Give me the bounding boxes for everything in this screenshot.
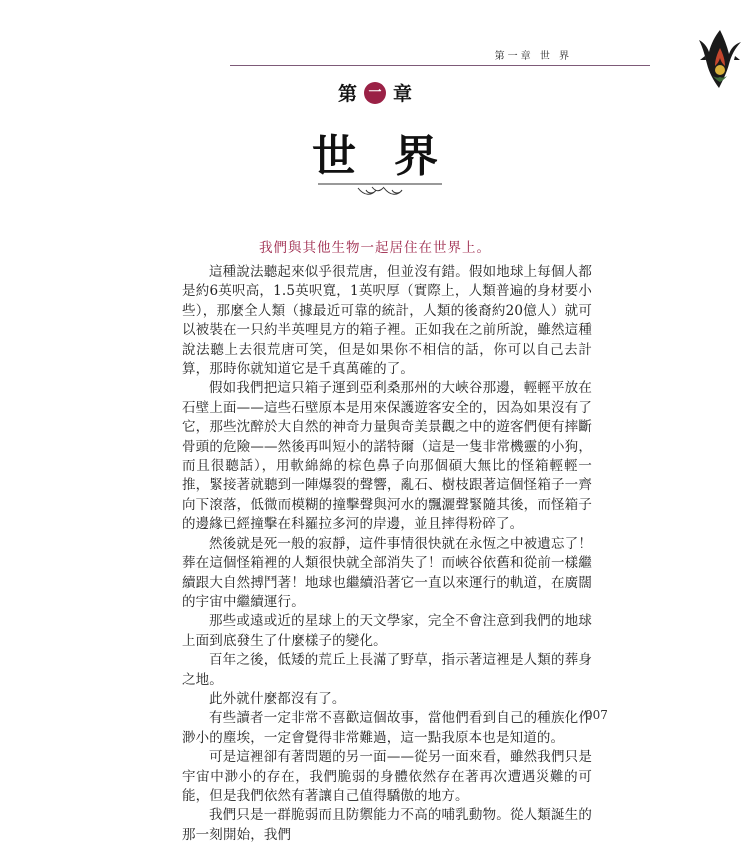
chapter-epigraph: 我們與其他生物一起居住在世界上。: [259, 240, 491, 256]
paragraph: 我們只是一群脆弱而且防禦能力不高的哺乳動物。從人類誕生的那一刻開始，我們: [182, 807, 592, 843]
paragraph: 有些讀者一定非常不喜歡這個故事，當他們看到自己的種族化作渺小的塵埃，一定會覺得非常難過，這一點我原本也是知道的。: [182, 710, 592, 746]
chapter-number-badge: 一: [364, 82, 386, 104]
chapter-title: 世界: [312, 131, 476, 182]
dragon-emblem-icon: [697, 26, 743, 92]
body-text: [182, 263, 592, 845]
paragraph: 此外就什麼都沒有了。: [209, 690, 346, 707]
header-rule: [230, 65, 650, 66]
chapter-suffix: 章: [393, 83, 413, 105]
paragraph: 這種說法聽起來似乎很荒唐，但並沒有錯。假如地球上每個人都是約6英呎高，1.5英呎寬，1英呎厚（實際上，人類普遍的身材要小些），那麼全人類（據最近可靠的統計，人類的後裔約20億人）就可以被裝在一只約半英哩見方的箱子裡。正如我在之前所說，雖然這種說法聽上去很荒唐可笑，但是如果你不相信的話，你可以自己去計算，那時你就知道它是千真萬確的了。: [182, 264, 592, 378]
title-underline-ornament: [318, 178, 442, 198]
running-head: [230, 38, 650, 68]
paragraph: 可是這裡卻有著問題的另一面——從另一面來看，雖然我們只是宇宙中渺小的存在，我們脆弱的身體依然存在著再次遭遇災難的可能，但是我們依然有著讓自己值得驕傲的地方。: [182, 749, 592, 804]
chapter-number: [100, 79, 650, 109]
paragraph: 那些或遠或近的星球上的天文學家，完全不會注意到我們的地球上面到底發生了什麼樣子的變化。: [182, 613, 592, 649]
paragraph: 百年之後，低矮的荒丘上長滿了野草，指示著這裡是人類的葬身之地。: [182, 652, 592, 688]
paragraph: 假如我們把這只箱子運到亞利桑那州的大峽谷那邊，輕輕平放在石壁上面——這些石壁原本是用來保護遊客安全的，因為如果沒有了它，那些沈醉於大自然的神奇力量與奇美景觀之中的遊客們便有摔斷骨頭的危險——然後再叫短小的諾特爾（這是一隻非常機靈的小狗，而且很聽話），用軟綿綿的棕色鼻子向那個碩大無比的怪箱輕輕一推，緊接著就聽到一陣爆裂的聲響，亂石、樹枝跟著這個怪箱子一齊向下滾落，低微而模糊的撞擊聲與河水的飄灑聲緊隨其後，而怪箱子的邊緣已經撞擊在科羅拉多河的岸邊，並且摔得粉碎了。: [182, 380, 592, 533]
running-head-label: 第一章 世 界: [494, 51, 572, 62]
page-number: 007: [585, 708, 608, 722]
paragraph: 然後就是死一般的寂靜，這件事情很快就在永恆之中被遺忘了！葬在這個怪箱裡的人類很快就全部消失了！而峽谷依舊和從前一樣繼續跟大自然搏鬥著！地球也繼續沿著它一直以來運行的軌道，在廣闊的宇宙中繼續運行。: [182, 535, 592, 610]
book-page: [100, 20, 650, 843]
chapter-prefix: 第: [337, 83, 357, 105]
